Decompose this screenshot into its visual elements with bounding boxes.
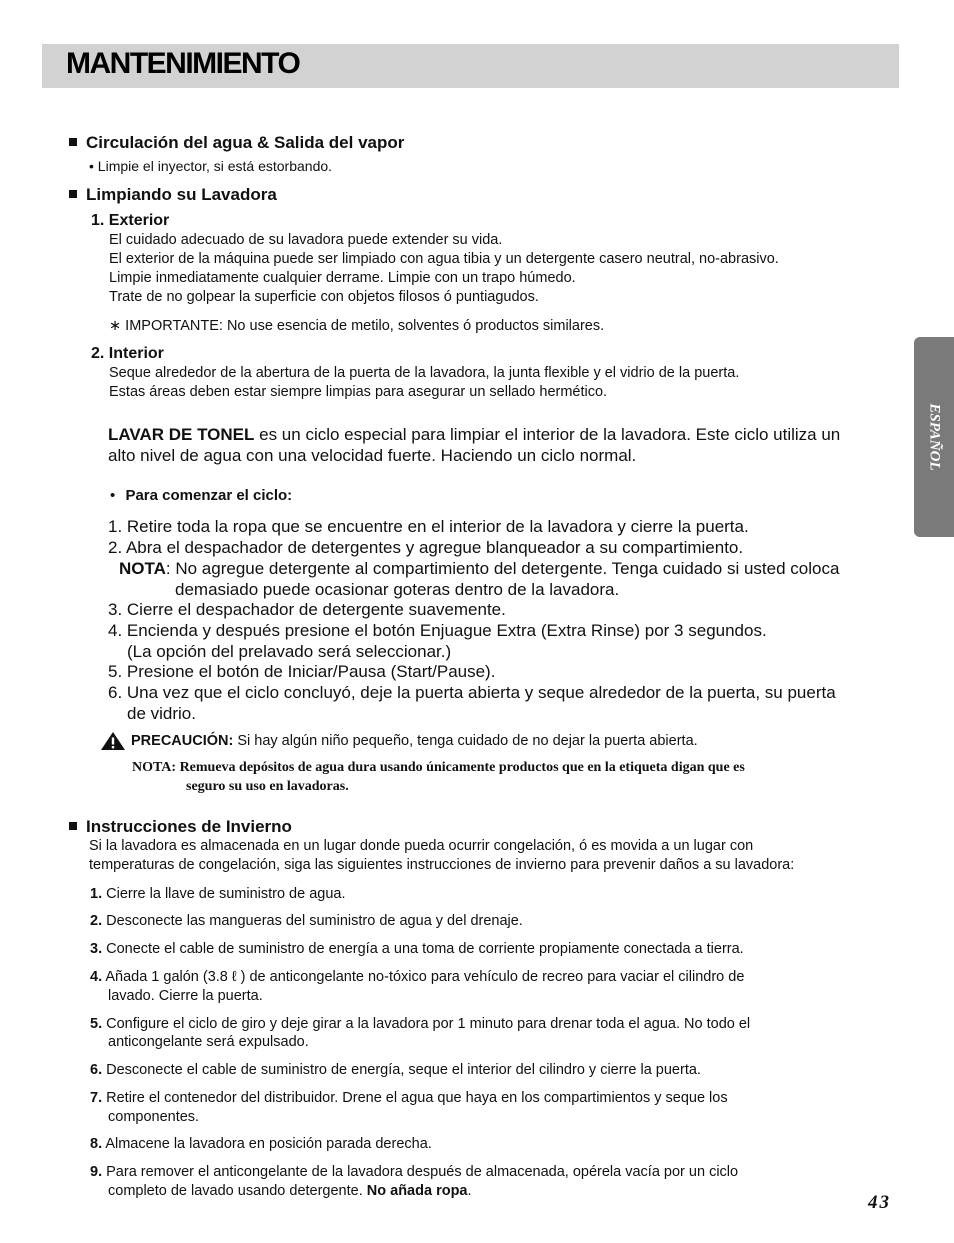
exterior-line: El exterior de la máquina puede ser limpiado con agua tibia y un detergente casero neutral, no-abrasivo. — [109, 251, 779, 267]
item-text: Configure el ciclo de giro y deje girar a la lavadora por 1 minuto para drenar toda el agua. No todo el — [106, 1016, 751, 1032]
winter-item — [90, 1089, 728, 1108]
page-title: MANTENIMIENTO — [66, 47, 300, 80]
winter-item-cont — [108, 1182, 472, 1201]
winter-item — [90, 885, 346, 904]
exterior-line: El cuidado adecuado de su lavadora puede extender su vida. — [109, 232, 503, 248]
nota-line — [119, 558, 839, 579]
step-6: 6. Una vez que el ciclo concluyó, deje la puerta abierta y seque alrededor de la puerta, su puerta — [108, 683, 836, 702]
item-text: Para remover el anticongelante de la lavadora después de almacenada, opérela vacía por un ciclo — [106, 1164, 739, 1180]
item-text-end: . — [467, 1183, 472, 1199]
tub-clean-paragraph — [108, 424, 840, 445]
winter-item — [90, 1015, 750, 1034]
item-text: Cierre la llave de suministro de agua. — [106, 886, 346, 902]
caution-text: Si hay algún niño pequeño, tenga cuidado de no dejar la puerta abierta. — [233, 733, 698, 749]
winter-intro: Si la lavadora es almacenada en un lugar donde pueda ocurrir congelación, ó es movida a un lugar con — [89, 838, 754, 854]
item-text: Desconecte las mangueras del suministro de agua y del drenaje. — [106, 913, 523, 929]
item-text: Almacene la lavadora en posición parada derecha. — [105, 1136, 432, 1152]
winter-item — [90, 968, 744, 987]
nota-label: NOTA — [119, 559, 166, 578]
item-number: 5. — [90, 1016, 103, 1032]
start-bullet: • — [110, 487, 116, 504]
item-number: 9. — [90, 1164, 103, 1180]
winter-item — [90, 940, 744, 959]
item-number: 2. — [90, 913, 103, 929]
step-1: 1. Retire toda la ropa que se encuentre en el interior de la lavadora y cierre la puerta. — [108, 517, 749, 536]
winter-item-cont: anticongelante será expulsado. — [108, 1034, 309, 1050]
square-bullet-icon — [69, 138, 77, 146]
item-number: 1. — [90, 886, 103, 902]
section-heading-text: Instrucciones de Invierno — [86, 817, 292, 836]
section-heading-water-circulation — [69, 133, 404, 153]
section-heading-text: Circulación del agua & Salida del vapor — [86, 133, 405, 152]
subheading-interior: 2. Interior — [91, 345, 164, 362]
item-number: 4. — [90, 969, 103, 985]
start-cycle-heading-text: Para comenzar el ciclo: — [125, 487, 293, 504]
item-text: Retire el contenedor del distribuidor. Drene el agua que haya en los compartimientos y seque los — [106, 1090, 728, 1106]
hard-water-note: NOTA: Remueva depósitos de agua dura usando únicamente productos que en la etiqueta digan que es — [132, 760, 745, 775]
nota-text: : No agregue detergente al compartimiento del detergente. Tenga cuidado si usted coloca — [165, 559, 840, 578]
item-number: 3. — [90, 941, 103, 957]
step-6-cont: de vidrio. — [127, 704, 196, 723]
interior-line: Seque alrededor de la abertura de la puerta de la lavadora, la junta flexible y el vidrio de la puerta. — [109, 365, 740, 381]
item-text: Añada 1 galón (3.8 ℓ ) de anticongelante no-tóxico para vehículo de recreo para vaciar el cilindro de — [105, 969, 745, 985]
item-number: 8. — [90, 1136, 103, 1152]
language-tab-label: ESPAÑOL — [926, 403, 943, 471]
caution-line — [131, 732, 698, 751]
winter-item — [90, 1163, 738, 1182]
winter-item-cont: lavado. Cierre la puerta. — [108, 988, 263, 1004]
hard-water-note-line2: seguro su uso en lavadoras. — [186, 779, 349, 794]
tub-clean-paragraph-line2: alto nivel de agua con una velocidad fuerte. Haciendo un ciclo normal. — [108, 446, 637, 465]
start-cycle-heading — [110, 487, 292, 504]
exterior-line: Limpie inmediatamente cualquier derrame. Limpie con un trapo húmedo. — [109, 270, 576, 286]
section-heading-cleaning — [69, 185, 277, 205]
step-5: 5. Presione el botón de Iniciar/Pausa (Start/Pause). — [108, 662, 496, 681]
winter-intro-line2: temperaturas de congelación, siga las siguientes instrucciones de invierno para prevenir daños a su lavadora: — [89, 857, 795, 873]
section-heading-text: Limpiando su Lavadora — [86, 185, 277, 204]
nota-line-2: demasiado puede ocasionar goteras dentro de la lavadora. — [175, 580, 620, 599]
bullet-text: • Limpie el inyector, si está estorbando. — [89, 158, 333, 174]
item-text: completo de lavado usando detergente. — [108, 1183, 367, 1199]
tub-clean-label: LAVAR DE TONEL — [108, 425, 255, 444]
square-bullet-icon — [69, 190, 77, 198]
page-number: 43 — [868, 1192, 891, 1213]
square-bullet-icon — [69, 822, 77, 830]
item-text-bold: No añada ropa — [366, 1183, 468, 1199]
interior-line: Estas áreas deben estar siempre limpias para asegurar un sellado hermético. — [109, 384, 608, 400]
item-text: Desconecte el cable de suministro de energía, seque el interior del cilindro y cierre la puerta. — [106, 1062, 701, 1078]
winter-item-cont: componentes. — [108, 1109, 200, 1125]
winter-item — [90, 1135, 432, 1154]
caution-label: PRECAUCIÓN: — [131, 733, 234, 749]
tub-clean-text: es un ciclo especial para limpiar el interior de la lavadora. Este ciclo utiliza un — [254, 425, 841, 444]
item-number: 7. — [90, 1090, 103, 1106]
step-3: 3. Cierre el despachador de detergente suavemente. — [108, 600, 506, 619]
winter-item — [90, 1061, 701, 1080]
step-4-note: (La opción del prelavado será seleccionar.) — [127, 642, 452, 661]
important-note: ∗ IMPORTANTE: No use esencia de metilo, solventes ó productos similares. — [109, 318, 605, 334]
winter-item — [90, 912, 523, 931]
subheading-exterior: 1. Exterior — [91, 212, 170, 229]
item-number: 6. — [90, 1062, 103, 1078]
warning-icon — [100, 731, 126, 751]
language-tab — [914, 337, 954, 537]
step-4: 4. Encienda y después presione el botón Enjuague Extra (Extra Rinse) por 3 segundos. — [108, 621, 767, 640]
section-heading-winter — [69, 817, 292, 837]
title-bar — [42, 44, 899, 88]
exterior-line: Trate de no golpear la superficie con objetos filosos ó puntiagudos. — [109, 289, 539, 305]
item-text: Conecte el cable de suministro de energía a una toma de corriente propiamente conectada a tierra. — [106, 941, 744, 957]
step-2: 2. Abra el despachador de detergentes y agregue blanqueador a su compartimiento. — [108, 538, 744, 557]
